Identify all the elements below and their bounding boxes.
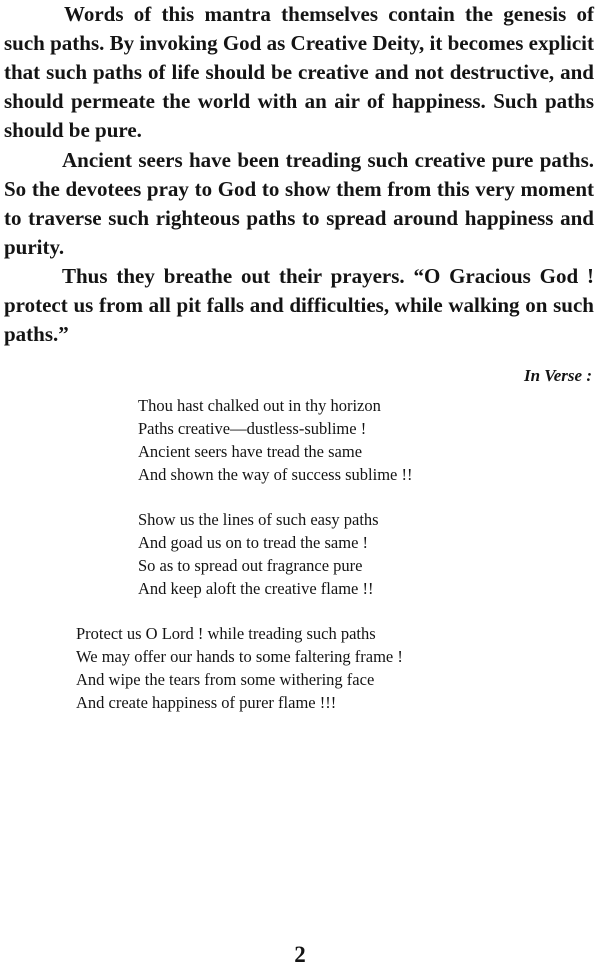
verse-label: In Verse : [523, 366, 592, 385]
verse-stanza-3 [76, 622, 403, 714]
verse-line: So as to spread out fragrance pure [138, 556, 363, 575]
verse-stanza-2 [138, 508, 379, 600]
verse-line: And goad us on to tread the same ! [138, 533, 369, 552]
verse-stanza-1 [138, 394, 413, 486]
verse-line: We may offer our hands to some faltering frame ! [76, 647, 403, 666]
page-number: 2 [294, 942, 306, 967]
verse-line: And keep aloft the creative flame !! [138, 579, 374, 598]
verse-line: Ancient seers have tread the same [138, 442, 363, 461]
verse-line: And wipe the tears from some withering face [76, 670, 375, 689]
verse-line: Protect us O Lord ! while treading such paths [76, 624, 376, 643]
verse-line: And create happiness of purer flame !!! [76, 693, 337, 712]
verse-line: Show us the lines of such easy paths [138, 510, 379, 529]
verse-line: And shown the way of success sublime !! [138, 465, 413, 484]
paragraph-1: Words of this mantra themselves contain the genesis of such paths. By invoking God as Creative Deity, it becomes explicit that such paths of life should be creative and not destructive, and should permeate the world with an air of happiness. Such paths should be pure. [4, 2, 594, 142]
paragraph-3: Thus they breathe out their prayers. “O Gracious God ! protect us from all pit falls and difficulties, while walking on such paths.” [4, 264, 594, 346]
paragraph-2: Ancient seers have been treading such creative pure paths. So the devotees pray to God to show them from this very moment to traverse such righteous paths to spread around happiness and purity. [4, 148, 594, 259]
verse-line: Thou hast chalked out in thy horizon [138, 396, 381, 415]
verse-line: Paths creative—dustless-sublime ! [138, 419, 367, 438]
